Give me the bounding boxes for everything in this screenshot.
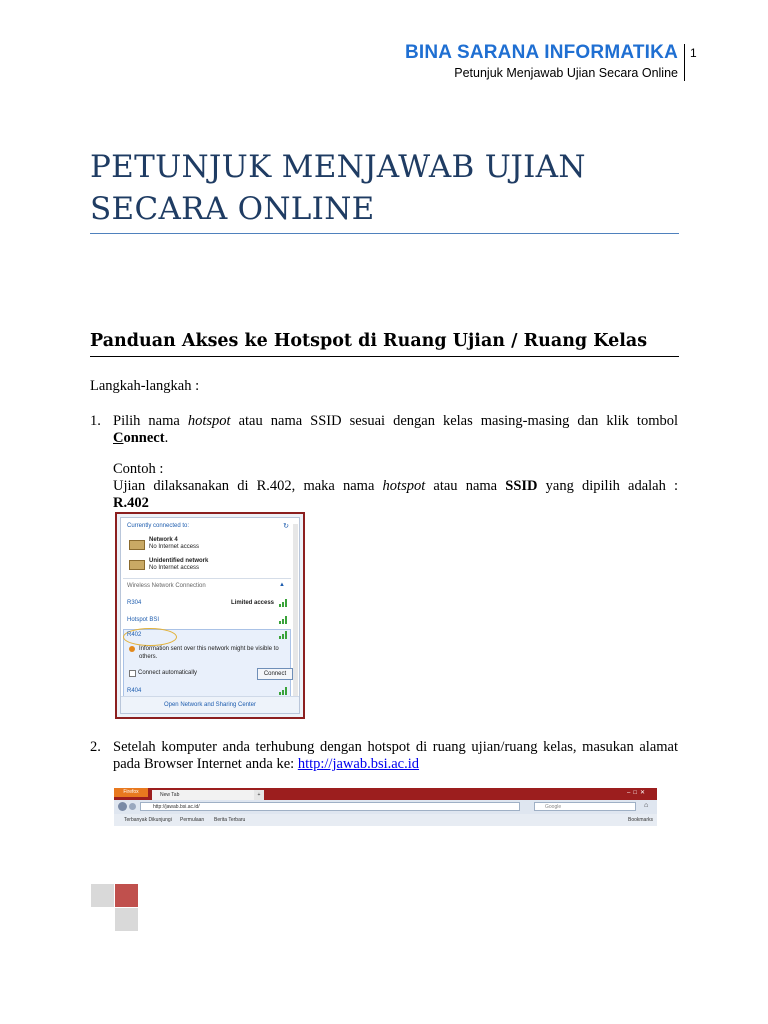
- back-icon[interactable]: [118, 802, 127, 811]
- step-1-text-b: atau nama SSID sesuai dengan kelas masing-masing dan klik tombol: [238, 413, 679, 429]
- panel-scrollbar[interactable]: [293, 524, 298, 702]
- page-number: 1: [690, 46, 697, 60]
- ap-r404[interactable]: R404: [127, 688, 142, 694]
- warning-icon: [129, 646, 135, 652]
- signal-icon: [279, 687, 289, 695]
- network-icon: [129, 560, 145, 570]
- decor-square-gray: [91, 884, 114, 907]
- network-icon: [129, 540, 145, 550]
- section-heading: Panduan Akses ke Hotspot di Ruang Ujian / Ruang Kelas: [90, 331, 648, 351]
- connect-c: C: [113, 430, 124, 446]
- step-1-number: 1.: [90, 413, 101, 429]
- connect-rest: onnect: [123, 430, 165, 446]
- window-controls-icon[interactable]: –□✕: [627, 790, 648, 796]
- step-2-line-1: Setelah komputer anda terhubung dengan hotspot di ruang ujian/ruang kelas, masukan alamat: [113, 739, 678, 755]
- collapse-icon[interactable]: ▲: [279, 582, 285, 588]
- decor-square-red: [115, 884, 138, 907]
- signal-icon: [279, 599, 289, 607]
- document-title: [90, 146, 690, 230]
- currently-connected-label: Currently connected to:: [127, 523, 190, 529]
- example-line: [113, 478, 678, 495]
- url-bar[interactable]: http://jawab.bsi.ac.id/: [140, 802, 520, 811]
- ap-r402[interactable]: R402: [127, 632, 142, 638]
- ap-r304-status: Limited access: [231, 600, 275, 606]
- auto-connect-checkbox[interactable]: [129, 670, 136, 677]
- step-1-line-2: [113, 430, 168, 447]
- step-1-hotspot: hotspot: [187, 413, 231, 429]
- signal-icon: [279, 616, 289, 624]
- network-1-status: No Internet access: [149, 544, 200, 550]
- step-2-number: 2.: [90, 739, 101, 755]
- step-2-line-2: [113, 756, 419, 773]
- example-text-c: yang dipilih adalah :: [545, 478, 679, 494]
- section-underline: [90, 356, 679, 357]
- auto-connect-label: Connect automatically: [138, 670, 198, 676]
- network-1-name: Network 4: [149, 537, 178, 543]
- panel-divider: [123, 578, 291, 579]
- bookmarks-menu[interactable]: Bookmarks: [628, 817, 654, 823]
- wireless-connection-label: Wireless Network Connection: [127, 583, 206, 589]
- bookmarks-bar: [114, 814, 657, 826]
- example-label: Contoh :: [113, 461, 164, 477]
- wifi-network-panel: [115, 512, 305, 719]
- network-2-status: No Internet access: [149, 565, 200, 571]
- decor-square-gray: [115, 908, 138, 931]
- network-2-name: Unidentified network: [149, 558, 209, 564]
- title-line-1: PETUNJUK MENJAWAB UJIAN: [90, 149, 586, 185]
- example-text-b: atau nama: [433, 478, 498, 494]
- bookmark-most-visited[interactable]: Terbanyak Dikunjungi: [124, 817, 172, 823]
- connect-button[interactable]: Connect: [257, 668, 293, 680]
- signal-icon: [279, 631, 289, 639]
- security-warning: Information sent over this network might be visible to others.: [139, 646, 279, 660]
- browser-titlebar: [114, 788, 657, 800]
- ap-r304[interactable]: R304: [127, 600, 142, 606]
- header-subtitle: Petunjuk Menjawab Ujian Secara Online: [454, 66, 678, 80]
- bookmark-latest-news[interactable]: Berita Terbaru: [214, 817, 246, 823]
- ap-hotspot-bsi[interactable]: Hotspot BSI: [127, 617, 160, 623]
- title-underline: [90, 233, 679, 234]
- example-room: R.402: [113, 495, 149, 511]
- browser-tab[interactable]: New Tab: [152, 790, 256, 800]
- home-icon[interactable]: ⌂: [644, 802, 649, 809]
- step-2-prefix: pada Browser Internet anda ke:: [113, 756, 295, 772]
- search-input[interactable]: Google: [534, 802, 636, 811]
- example-ssid: SSID: [505, 478, 538, 494]
- intro-text: Langkah-langkah :: [90, 378, 200, 394]
- title-line-2: SECARA ONLINE: [90, 191, 375, 227]
- forward-icon[interactable]: [129, 803, 136, 810]
- header-divider: [684, 44, 685, 81]
- bookmark-getting-started[interactable]: Permulaan: [180, 817, 205, 823]
- refresh-icon[interactable]: ↻: [283, 523, 289, 530]
- example-hotspot: hotspot: [382, 478, 426, 494]
- header-organization: BINA SARANA INFORMATIKA: [404, 42, 678, 63]
- step-1-line-1: [113, 413, 678, 430]
- step-1-period: .: [164, 430, 169, 446]
- firefox-menu-button[interactable]: Firefox: [114, 788, 148, 797]
- example-text-a: Ujian dilaksanakan di R.402, maka nama: [113, 478, 375, 494]
- browser-screenshot: [114, 788, 657, 826]
- exam-url-link[interactable]: http://jawab.bsi.ac.id: [297, 756, 420, 772]
- step-1-text-a: Pilih nama: [113, 413, 180, 429]
- browser-navbar: [114, 800, 657, 814]
- network-sharing-center-link[interactable]: Open Network and Sharing Center: [121, 696, 299, 713]
- wifi-panel-body: [120, 517, 300, 714]
- new-tab-button[interactable]: +: [254, 790, 264, 800]
